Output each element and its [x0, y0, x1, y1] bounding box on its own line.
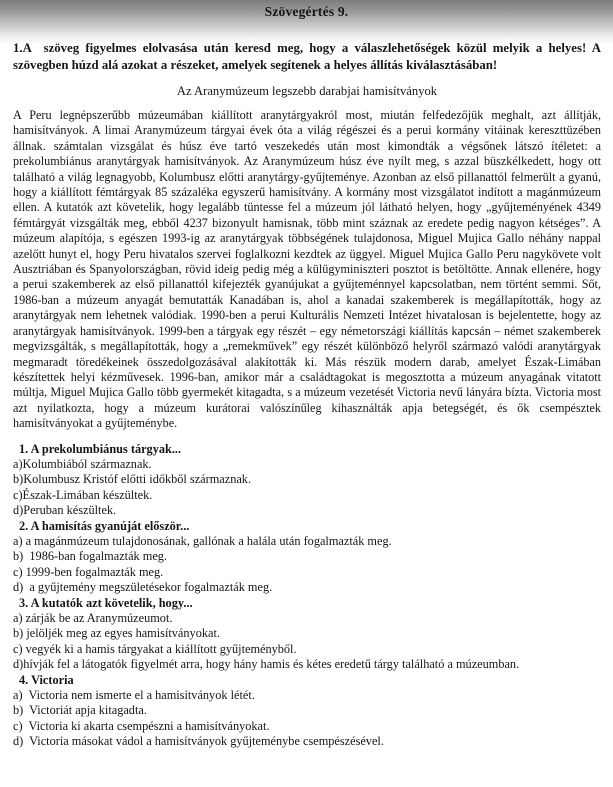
question-4-option-d: d) Victoria másokat vádol a hamisítványok gyűjteménybe csempészésével. [13, 734, 384, 749]
question-3 [13, 596, 601, 673]
question-4 [13, 673, 601, 750]
question-2-option-b: b) 1986-ban fogalmazták meg. [13, 549, 167, 564]
question-1-option-a: a)Kolumbiából származnak. [13, 456, 152, 471]
questions-section [13, 442, 601, 750]
worksheet-content [0, 40, 613, 750]
question-3-option-a: a) zárják be az Aranymúzeumot. [13, 611, 173, 625]
question-4-option-a: a) Victoria nem ismerte el a hamisítványok létét. [13, 688, 255, 703]
question-1-heading: 1. A prekolumbiánus tárgyak... [19, 441, 182, 456]
question-2-option-d: d) a gyűjtemény megszületésekor fogalmazták meg. [13, 580, 273, 595]
question-1-option-b: b)Kolumbusz Kristóf előtti időkből származnak. [13, 472, 252, 487]
question-2-option-c: c) 1999-ben fogalmazták meg. [13, 564, 164, 579]
task-instruction: 1.A szöveg figyelmes elolvasása után keresd meg, hogy a válaszlehetőségek közül melyik a helyes! A szövegben húzd alá azokat a részeket, amelyek segítenek a helyes állítás kiválasztásában! [13, 41, 605, 72]
question-2-option-a: a) a magánmúzeum tulajdonosának, gallónak a halála után fogalmazták meg. [13, 533, 392, 548]
article-title: Az Aranymúzeum legszebb darabjai hamisítványok [176, 84, 438, 98]
question-1-option-d: d)Peruban készültek. [13, 503, 117, 518]
question-4-option-c: c) Victoria ki akarta csempészni a hamisítványokat. [13, 718, 270, 733]
question-2-heading: 2. A hamisítás gyanúját először... [19, 518, 190, 533]
question-2 [13, 519, 601, 596]
question-4-option-b: b) Victoriát apja kitagadta. [13, 703, 147, 718]
question-1 [13, 442, 601, 519]
question-1-option-c: c)Észak-Limában készültek. [13, 487, 153, 502]
question-3-option-b: b) jelöljék meg az egyes hamisítványokat. [13, 626, 220, 641]
article-body: A Peru legnépszerűbb múzeumában kiállított aranytárgyakról most, miután felfedezőjük meghalt, azt állítják, hamisítványok. A limai Aranymúzeum tárgyai évek óta a világ régészei és a perui kormány vitáinak kereszttüzében állnak. számtalan vizsgálat és húsz éve tartó veszekedés után most kimondták a végsőnek látszó ítéletet: a prekolumbiánus aranytárgyak hamisítványok. Az Aranymúzeum húsz éve nyílt meg, s azzal büszkélkedett, hogy ott található a világ legnagyobb, Kolumbusz előtti aranytárgy-gyűjteménye. Azonban az első pillanattól felmerült a gyanú, hogy a kiállított fémtárgyak 85 százaléka egyszerű hamisítvány. A kormány most vizsgálatot indított a magánmúzeum ellen. A kutatók azt követelik, hogy legalább tüntesse fel a múzeum jól látható helyen, hogy „gyűjteményének 4349 fémtárgyát vizsgálták meg, ebből 4237 bizonyult hamisnak, több mint száznak az eredete pedig nagyon kétséges”. A múzeum alapítója, s egészen 1993-ig az aranytárgyak többségének tulajdonosa, Miguel Mujica Gallo néhány nappal azelőtt hunyt el, hogy Peru hivatalos szervei foglalkozni kezdtek az üggyel. Miguel Mujica Gallo Peru nagykövete volt Ausztriában és Spanyolországban, rövid ideig pedig még a külügyminiszteri posztot is betöltötte. Annak ellenére, hogy a perui szakemberek az első pillanattól kifejezték gyanújukat a gyűjteménnyel kapcsolatban, nem történt semmi. Sőt, 1986-ban a múzeum anyagát bemutatták Kanadában is, ahol a kanadai szakemberek is megállapították, hogy az aranytárgyak nem lehetnek valódiak. 1990-ben a perui Kulturális Nemzeti Intézet hivatalosan is bejelentette, hogy az aranytárgyak hamisítványok. 1999-ben a tárgyak egy részét – egy németországi kiállítás kapcsán – német szakemberek megvizsgálták, s megállapították, hogy a „remekművek” egy részét különböző helyről származó valódi aranytárgyak megmaradt töredékeinek összedolgozásával alakították ki. Más részük modern darab, amelyet Észak-Limában készítettek helyi kézművesek. 1996-ban, amikor már a családtagokat is megosztotta a múzeum anyagának vitatott múltja, Miguel Mujica Gallo több gyermekét kitagadta, s a múzeum vezetését Victoria nevű lányára bízta. Victoria most azt nyilatkozta, hogy a múzeum kurátorai valószínűleg kihasználták apja betegségét, és ők csempésztek hamisítványokat a gyűjteménybe. [13, 108, 601, 431]
question-3-option-d: d)hívják fel a látogatók figyelmét arra, hogy hány hamis és kétes eredetű tárgy található a múzeumban. [13, 657, 520, 672]
question-3-heading: 3. A kutatók azt követelik, hogy... [19, 595, 193, 610]
question-4-heading: 4. Victoria [19, 672, 74, 687]
question-3-option-c: c) vegyék ki a hamis tárgyakat a kiállított gyűjteményből. [13, 641, 297, 656]
page-title: Szövegértés 9. [264, 4, 349, 19]
